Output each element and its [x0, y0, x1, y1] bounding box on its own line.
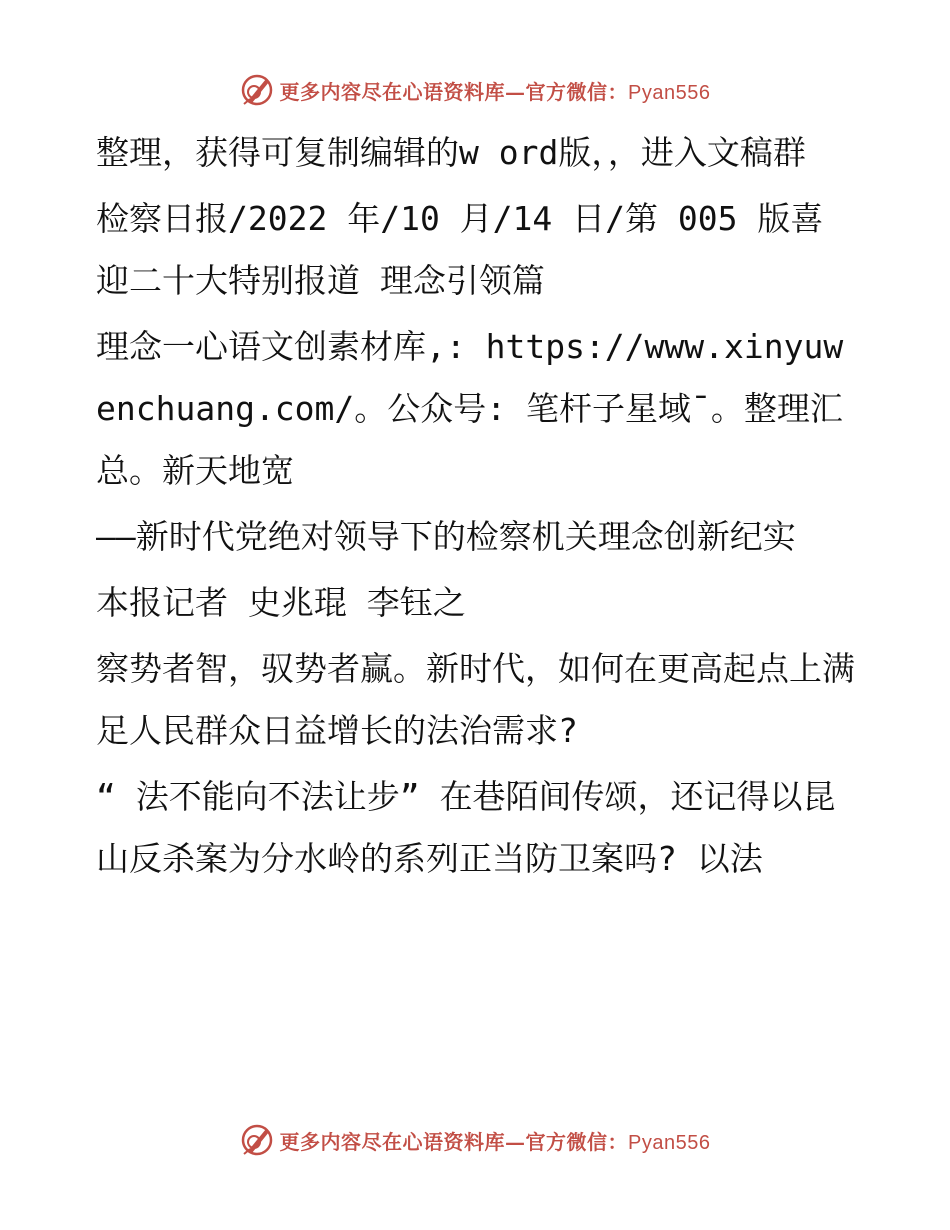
quill-pen-logo-icon [240, 1123, 274, 1157]
banner-text: 更多内容尽在心语资料库—官方微信：Pyan556 [279, 1129, 711, 1154]
paragraph-byline: 本报记者 史兆琨 李钰之 [96, 583, 466, 622]
paragraph-heading: 理念一心语文创素材库,: https://www.xinyuwenchuang.com/。公众号: 笔杆子星域¯。整理汇总。新天地宽 [96, 327, 844, 490]
paragraph-source: 检察日报/2022 年/10 月/14 日/第 005 版喜迎二十大特别报道 理念引领篇 [96, 199, 824, 300]
banner-text: 更多内容尽在心语资料库—官方微信：Pyan556 [279, 79, 711, 104]
header-banner [0, 70, 950, 110]
wechat-id: Pyan556 [628, 81, 711, 104]
quill-pen-logo-icon [240, 73, 274, 107]
paragraph-body-2: “ 法不能向不法让步” 在巷陌间传颂，还记得以昆山反杀案为分水岭的系列正当防卫案吗? 以法 [96, 777, 836, 878]
document-body [96, 122, 856, 894]
paragraph-intro: 整理，获得可复制编辑的w ord版，，进入文稿群 [96, 133, 806, 172]
paragraph-body-1: 察势者智，驭势者赢。新时代，如何在更高起点上满足人民群众日益增长的法治需求? [96, 649, 855, 750]
footer-banner [0, 1120, 950, 1160]
paragraph-subheading: ——新时代党绝对领导下的检察机关理念创新纪实 [96, 517, 796, 556]
wechat-id: Pyan556 [628, 1131, 711, 1154]
